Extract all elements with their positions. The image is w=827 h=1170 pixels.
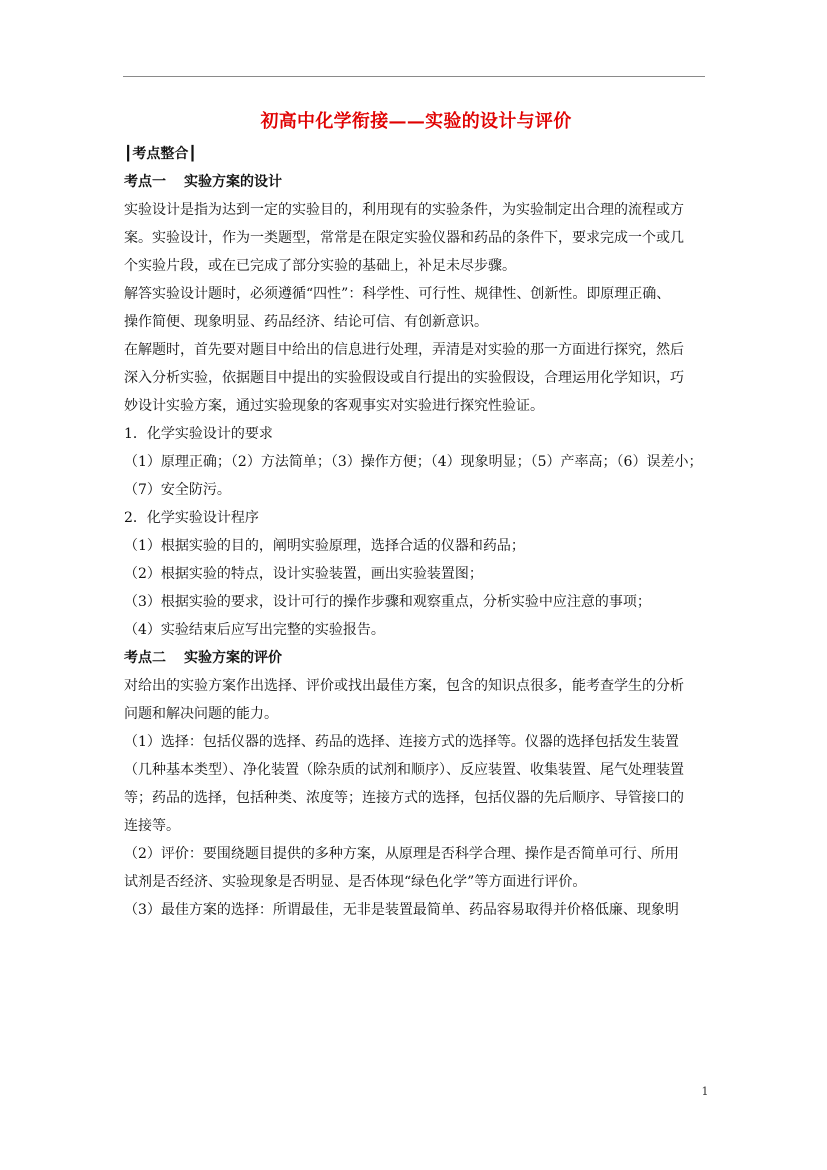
paragraph-line: （2）评价：要围绕题目提供的多种方案，从原理是否科学合理、操作是否简单可行、所用 bbox=[124, 846, 679, 862]
paragraph-line: 妙设计实验方案，通过实验现象的客观事实对实验进行探究性验证。 bbox=[124, 398, 544, 414]
header-rule bbox=[123, 76, 705, 77]
list-item: （3）根据实验的要求，设计可行的操作步骤和观察重点，分析实验中应注意的事项； bbox=[124, 594, 651, 610]
paragraph-line: 在解题时，首先要对题目中给出的信息进行处理，弄清是对实验的那一方面进行探究，然后 bbox=[124, 342, 684, 358]
paragraph-line: （几种基本类型）、净化装置（除杂质的试剂和顺序）、反应装置、收集装置、尾气处理装置 bbox=[124, 762, 684, 778]
document-body bbox=[124, 104, 708, 924]
paragraph-line: 连接等。 bbox=[124, 818, 180, 834]
page-number: 1 bbox=[701, 1085, 709, 1098]
paragraph-line: 解答实验设计题时，必须遵循“四性”：科学性、可行性、规律性、创新性。即原理正确、 bbox=[124, 286, 671, 302]
point1-heading bbox=[124, 168, 708, 196]
section-tag: ┃考点整合┃ bbox=[124, 146, 197, 162]
item2-title: 2．化学实验设计程序 bbox=[124, 510, 259, 526]
document-title: 初高中化学衔接——实验的设计与评价 bbox=[260, 111, 572, 132]
point2-heading bbox=[124, 644, 708, 672]
paragraph-line: 操作简便、现象明显、药品经济、结论可信、有创新意识。 bbox=[124, 314, 488, 330]
paragraph-line: 案。实验设计，作为一类题型，常常是在限定实验仪器和药品的条件下，要求完成一个或几 bbox=[124, 230, 684, 246]
paragraph-line: 实验设计是指为达到一定的实验目的，利用现有的实验条件，为实验制定出合理的流程或方 bbox=[124, 202, 684, 218]
paragraph-line: 问题和解决问题的能力。 bbox=[124, 706, 278, 722]
list-item: （1）原理正确；（2）方法简单；（3）操作方便；（4）现象明显；（5）产率高；（6）误差小； bbox=[124, 454, 703, 470]
paragraph-line: （1）选择：包括仪器的选择、药品的选择、连接方式的选择等。仪器的选择包括发生装置 bbox=[124, 734, 679, 750]
paragraph-line: 试剂是否经济、实验现象是否明显、是否体现“绿色化学”等方面进行评价。 bbox=[124, 874, 587, 890]
paragraph-line: （3）最佳方案的选择：所谓最佳，无非是装置最简单、药品容易取得并价格低廉、现象明 bbox=[124, 902, 679, 918]
item1-title: 1．化学实验设计的要求 bbox=[124, 426, 273, 442]
paragraph-line: 个实验片段，或在已完成了部分实验的基础上，补足未尽步骤。 bbox=[124, 258, 516, 274]
point1-label: 考点一 bbox=[124, 174, 166, 190]
list-item: （2）根据实验的特点，设计实验装置，画出实验装置图； bbox=[124, 566, 483, 582]
point2-label: 考点二 bbox=[124, 650, 166, 666]
list-item: （4）实验结束后应写出完整的实验报告。 bbox=[124, 622, 385, 638]
paragraph-line: 对给出的实验方案作出选择、评价或找出最佳方案，包含的知识点很多，能考查学生的分析 bbox=[124, 678, 684, 694]
point2-title: 实验方案的评价 bbox=[184, 650, 282, 666]
list-item: （1）根据实验的目的，阐明实验原理，选择合适的仪器和药品； bbox=[124, 538, 525, 554]
list-item: （7）安全防污。 bbox=[124, 482, 231, 498]
paragraph-line: 等；药品的选择，包括种类、浓度等；连接方式的选择，包括仪器的先后顺序、导管接口的 bbox=[124, 790, 684, 806]
point1-title: 实验方案的设计 bbox=[184, 174, 282, 190]
paragraph-line: 深入分析实验，依据题目中提出的实验假设或自行提出的实验假设，合理运用化学知识，巧 bbox=[124, 370, 684, 386]
